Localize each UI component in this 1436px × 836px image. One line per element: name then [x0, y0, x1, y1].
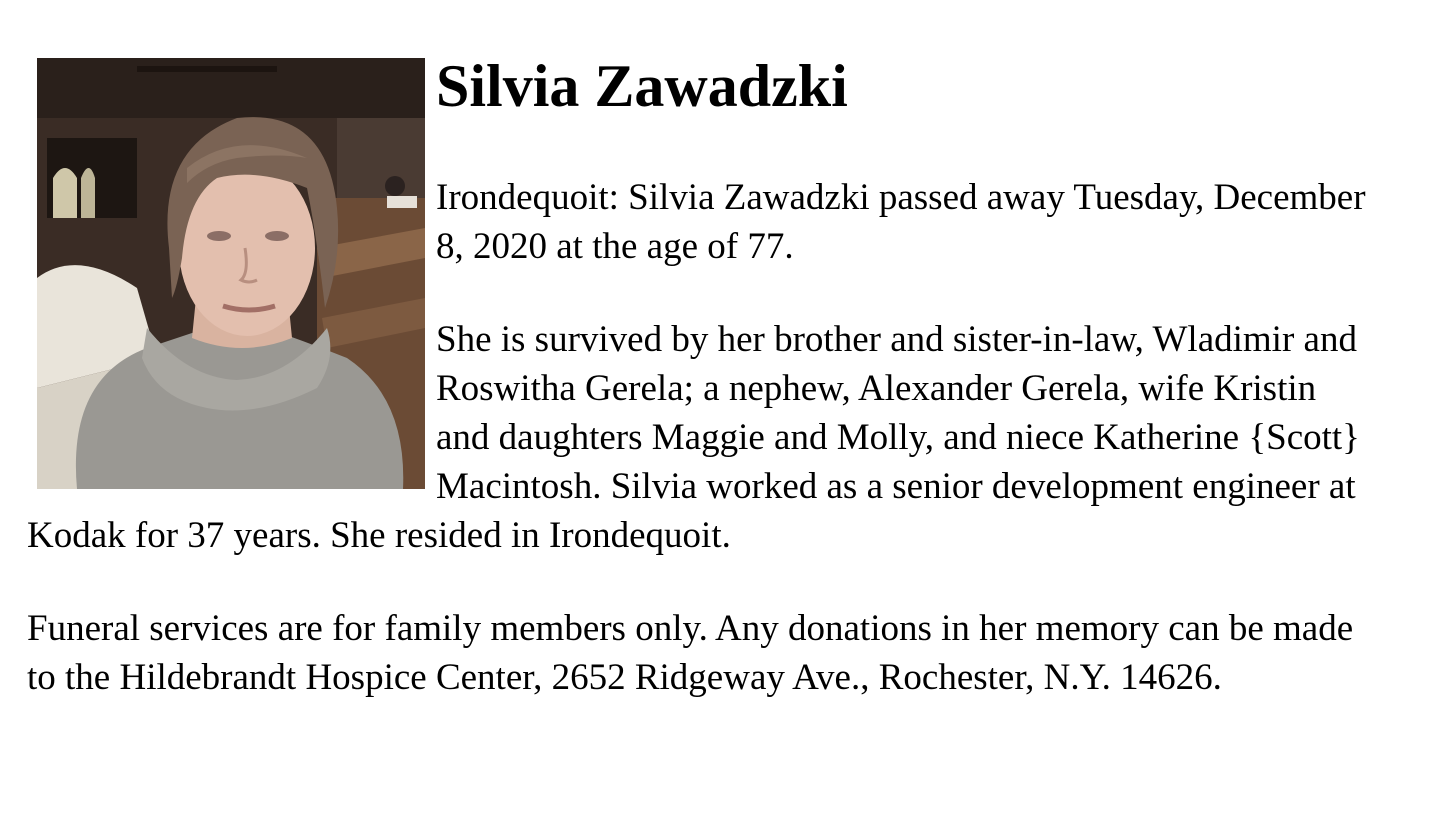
survivors-paragraph: She is survived by her brother and sister-in-law, Wladimir and Roswitha Gerela; a nephew, Alexander Gerela, wife Kristin and daughters Maggie and Molly, and niece Katherine {Scott} Macintosh. Silvia worked as a senior development engineer at Kodak for 37 years. She resided in Irondequoit.: [27, 319, 1360, 556]
deceased-name: Silvia Zawadzki: [436, 53, 848, 119]
services-paragraph: Funeral services are for family members only. Any donations in her memory can be made to the Hildebrandt Hospice Center, 2652 Ridgeway Ave., Rochester, N.Y. 14626.: [27, 608, 1354, 698]
obituary-page: [27, 0, 1367, 702]
intro-paragraph: Irondequoit: Silvia Zawadzki passed away Tuesday, December 8, 2020 at the age of 77.: [436, 177, 1366, 267]
portrait-photo: [37, 58, 425, 489]
